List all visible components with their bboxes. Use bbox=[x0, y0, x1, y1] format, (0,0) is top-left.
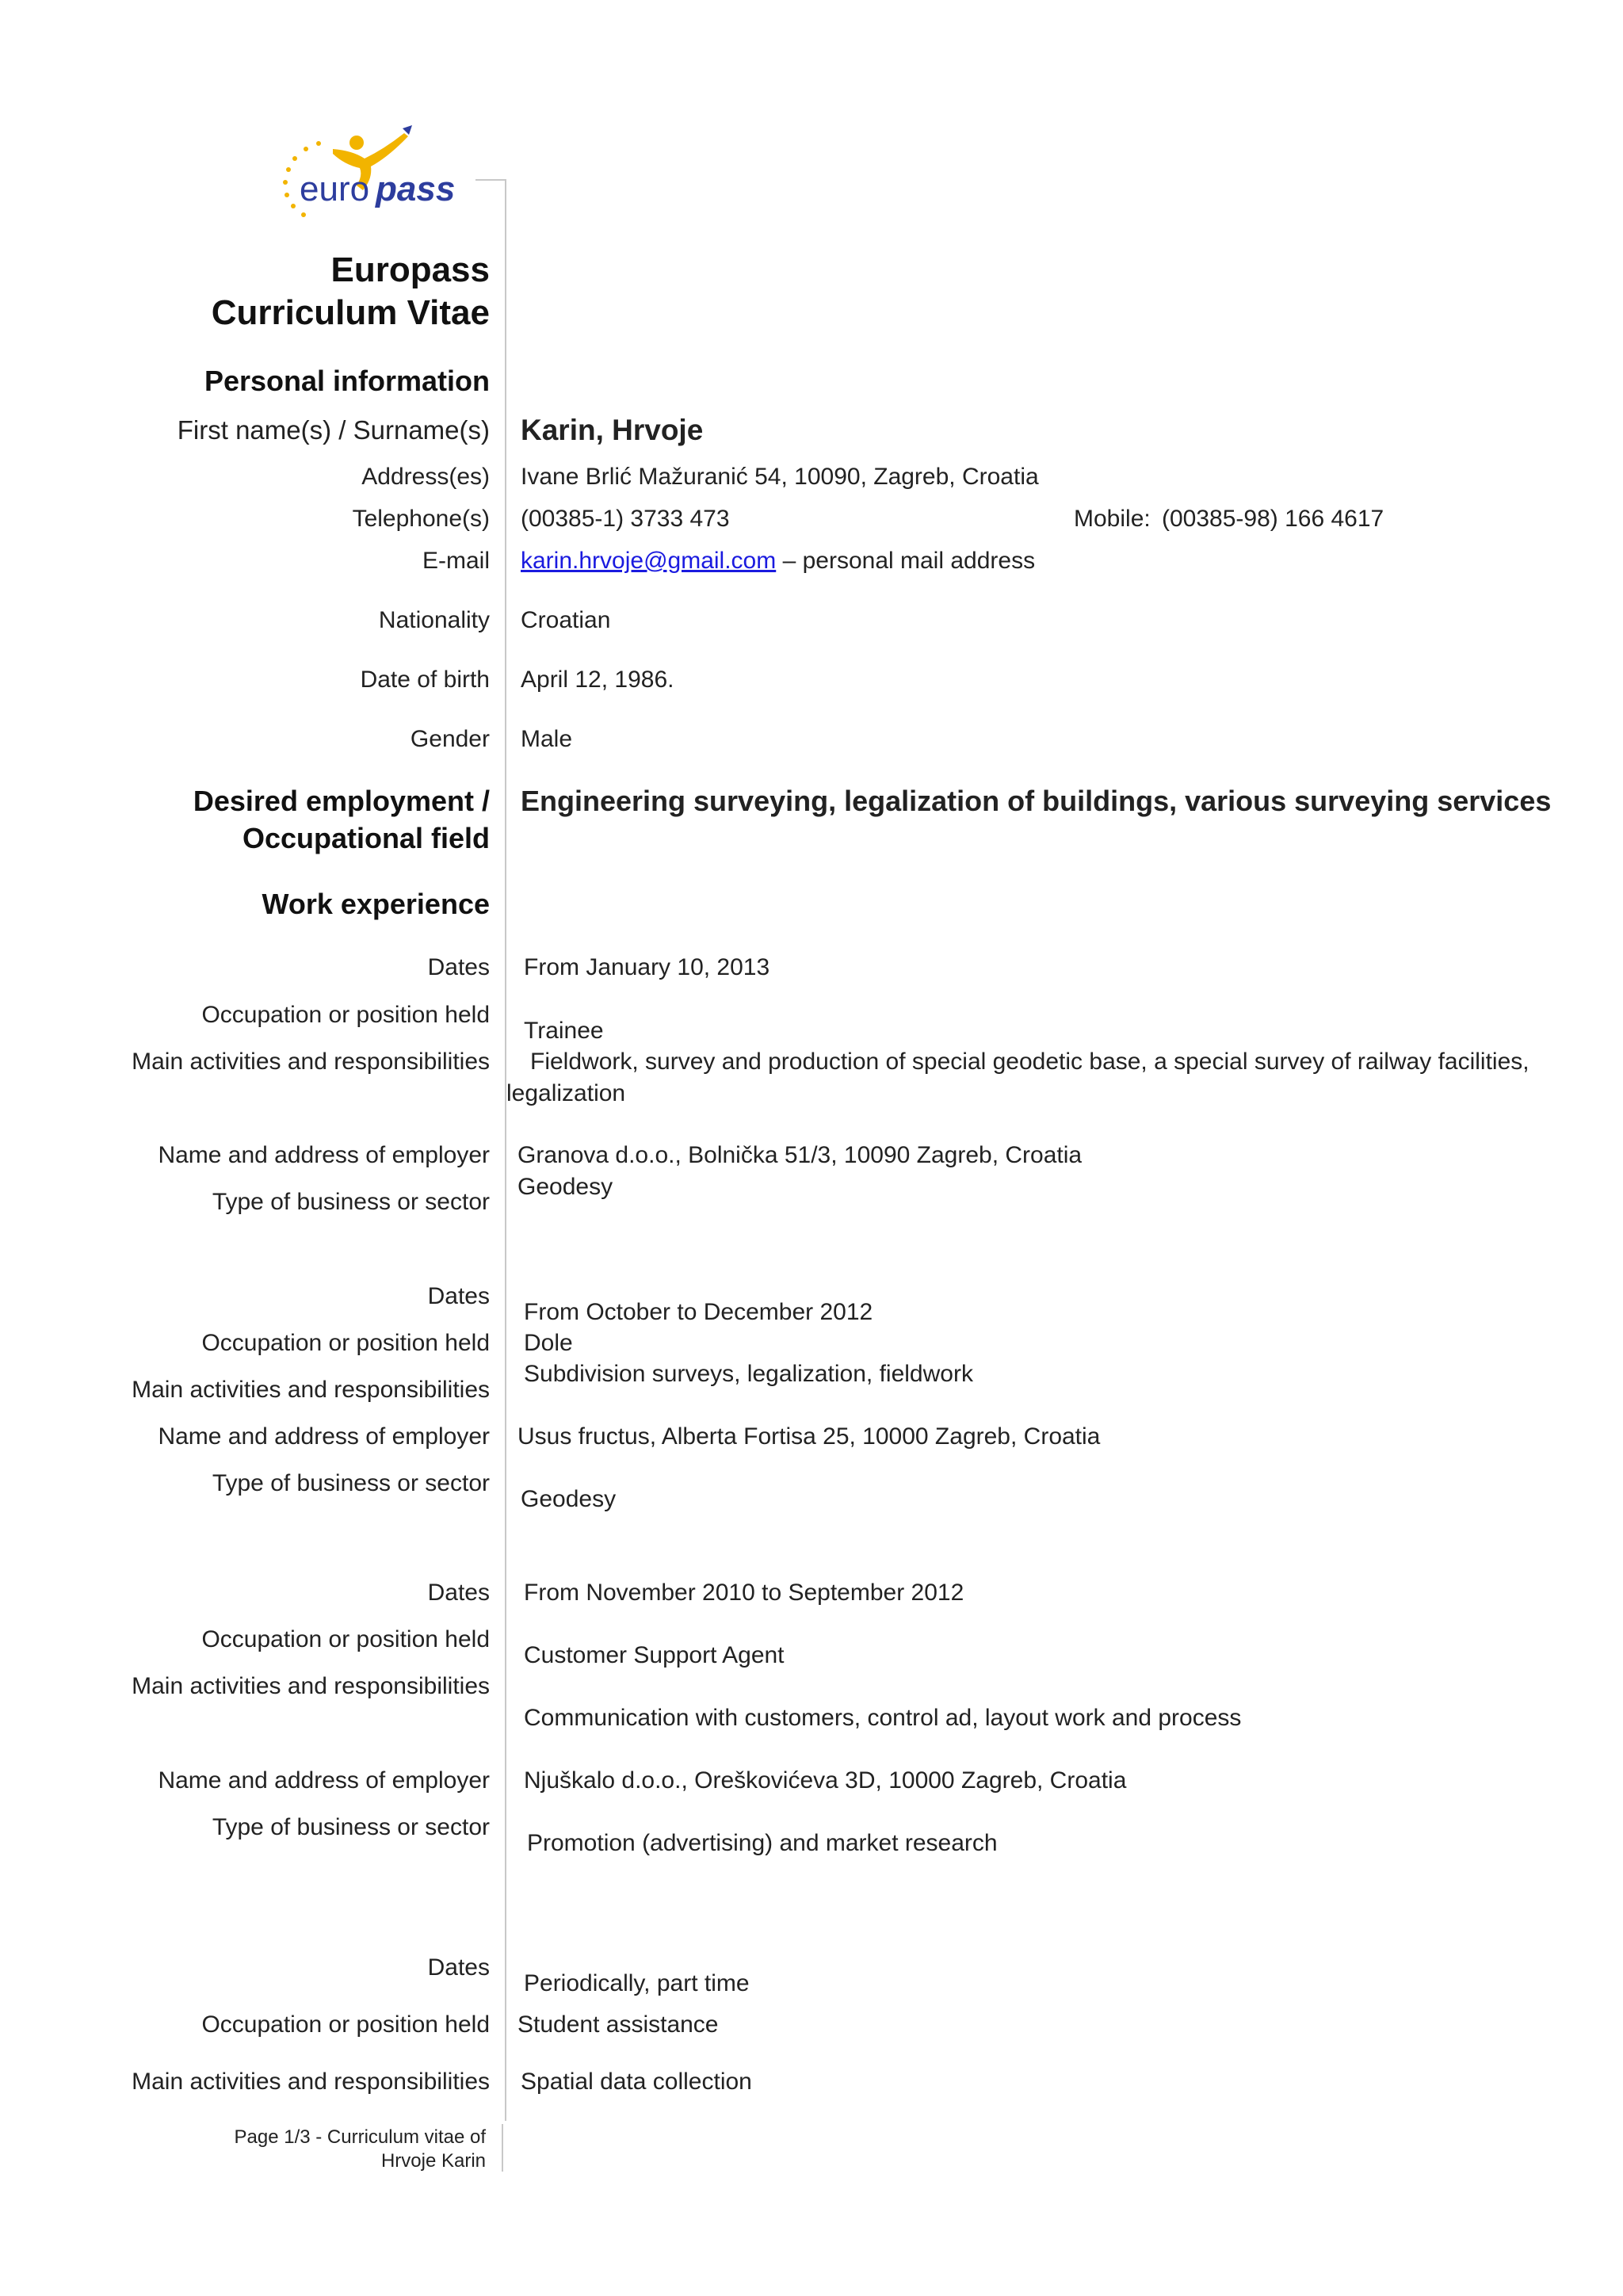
job2-activities-label: Main activities and responsibilities bbox=[132, 1377, 490, 1403]
europass-logo-icon bbox=[277, 117, 515, 220]
desired-employment-value: Engineering surveying, legalization of buildings, various surveying services bbox=[521, 785, 1552, 817]
job2-sector-label: Type of business or sector bbox=[212, 1470, 490, 1496]
job1-activities-line1: Fieldwork, survey and production of special geodetic base, a special survey of railway facilities, bbox=[530, 1049, 1529, 1075]
email-label: E-mail bbox=[422, 548, 490, 574]
job1-dates-label: Dates bbox=[427, 954, 490, 980]
job3-sector-value: Promotion (advertising) and market research bbox=[527, 1830, 998, 1856]
date-of-birth-label: Date of birth bbox=[360, 667, 490, 693]
job3-occupation-label: Occupation or position held bbox=[201, 1626, 490, 1652]
job3-activities-value: Communication with customers, control ad, layout work and process bbox=[524, 1705, 1242, 1731]
work-experience-heading: Work experience bbox=[262, 888, 490, 920]
cv-title-line1: Europass bbox=[330, 250, 490, 289]
job1-dates-value: From January 10, 2013 bbox=[524, 954, 770, 980]
job4-occupation-label: Occupation or position held bbox=[201, 2011, 490, 2038]
job2-occupation-label: Occupation or position held bbox=[201, 1330, 490, 1356]
email-value bbox=[521, 548, 1035, 575]
footer-line1: Page 1/3 - Curriculum vitae of bbox=[234, 2126, 486, 2148]
name-label: First name(s) / Surname(s) bbox=[177, 415, 490, 445]
name-value: Karin, Hrvoje bbox=[521, 414, 704, 446]
telephone-value: (00385-1) 3733 473 bbox=[521, 506, 730, 532]
job3-activities-label: Main activities and responsibilities bbox=[132, 1673, 490, 1699]
svg-text:euro: euro bbox=[300, 170, 370, 208]
mobile-value: (00385-98) 166 4617 bbox=[1162, 506, 1384, 532]
gender-value: Male bbox=[521, 726, 573, 752]
job4-occupation-value: Student assistance bbox=[517, 2011, 719, 2038]
job1-employer-value: Granova d.o.o., Bolnička 51/3, 10090 Zagreb, Croatia bbox=[517, 1142, 1083, 1168]
job2-sector-value: Geodesy bbox=[521, 1486, 617, 1512]
footer-line2: Hrvoje Karin bbox=[380, 2150, 486, 2172]
nationality-value: Croatian bbox=[521, 607, 611, 633]
logo-divider-tick bbox=[475, 179, 506, 181]
job4-activities-label: Main activities and responsibilities bbox=[132, 2069, 490, 2095]
job2-employer-label: Name and address of employer bbox=[158, 1423, 490, 1450]
job3-dates-label: Dates bbox=[427, 1580, 490, 1606]
job1-occupation-value: Trainee bbox=[524, 1018, 604, 1044]
email-link[interactable]: karin.hrvoje@gmail.com bbox=[521, 548, 777, 574]
job1-sector-value: Geodesy bbox=[517, 1174, 613, 1200]
job1-occupation-label: Occupation or position held bbox=[201, 1002, 490, 1028]
svg-text:pass: pass bbox=[376, 170, 456, 208]
job4-dates-label: Dates bbox=[427, 1954, 490, 1981]
job2-dates-value: From October to December 2012 bbox=[524, 1299, 873, 1325]
footer-divider bbox=[502, 2124, 503, 2172]
europass-logo bbox=[277, 117, 515, 220]
address-label: Address(es) bbox=[361, 464, 490, 490]
mobile-label: Mobile: bbox=[1074, 506, 1151, 532]
column-divider bbox=[505, 179, 506, 2121]
job1-employer-label: Name and address of employer bbox=[158, 1142, 490, 1168]
job3-dates-value: From November 2010 to September 2012 bbox=[524, 1580, 964, 1606]
personal-information-heading: Personal information bbox=[204, 365, 490, 397]
gender-label: Gender bbox=[410, 726, 490, 752]
cv-title-line2: Curriculum Vitae bbox=[211, 293, 490, 332]
job3-sector-label: Type of business or sector bbox=[212, 1814, 490, 1840]
job2-activities-value: Subdivision surveys, legalization, fieldwork bbox=[524, 1361, 973, 1387]
job2-occupation-value: Dole bbox=[524, 1330, 573, 1356]
job1-activities-line2: legalization bbox=[506, 1080, 626, 1106]
job3-occupation-value: Customer Support Agent bbox=[524, 1642, 785, 1668]
job2-employer-value: Usus fructus, Alberta Fortisa 25, 10000 Zagreb, Croatia bbox=[517, 1423, 1101, 1450]
job4-activities-value: Spatial data collection bbox=[521, 2069, 752, 2095]
job1-activities-label: Main activities and responsibilities bbox=[132, 1049, 490, 1075]
job2-dates-label: Dates bbox=[427, 1283, 490, 1309]
job3-employer-value: Njuškalo d.o.o., Oreškovićeva 3D, 10000 Zagreb, Croatia bbox=[524, 1767, 1127, 1794]
date-of-birth-value: April 12, 1986. bbox=[521, 667, 674, 693]
job3-employer-label: Name and address of employer bbox=[158, 1767, 490, 1794]
nationality-label: Nationality bbox=[378, 607, 490, 633]
address-value: Ivane Brlić Mažuranić 54, 10090, Zagreb, Croatia bbox=[521, 464, 1039, 490]
telephone-label: Telephone(s) bbox=[352, 506, 490, 532]
email-suffix: – personal mail address bbox=[776, 548, 1036, 574]
desired-employment-heading-line1: Desired employment / bbox=[193, 785, 490, 817]
job4-dates-value: Periodically, part time bbox=[524, 1970, 750, 1996]
job1-sector-label: Type of business or sector bbox=[212, 1189, 490, 1215]
desired-employment-heading-line2: Occupational field bbox=[242, 822, 490, 854]
